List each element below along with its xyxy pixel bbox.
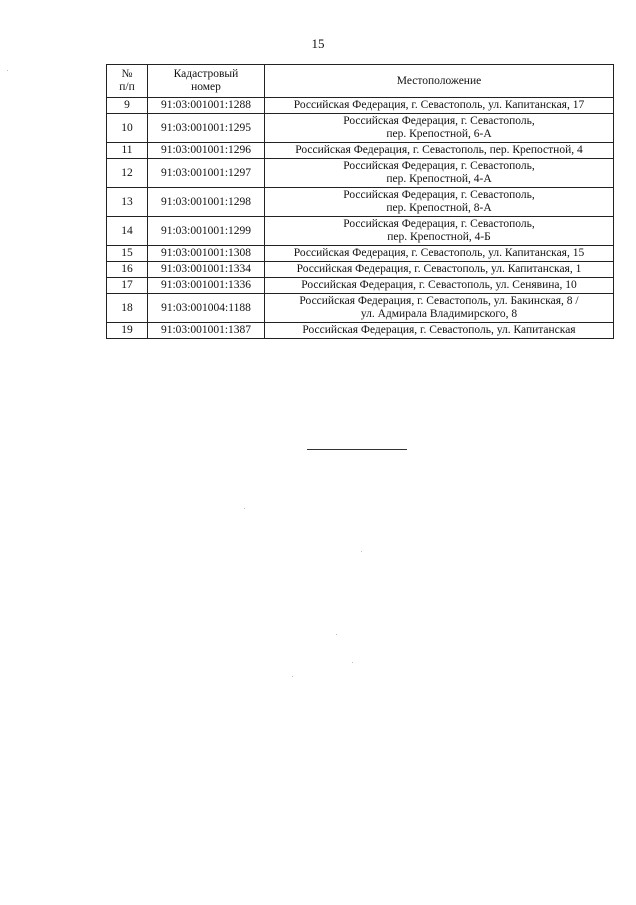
row-number-cell: 14 — [107, 217, 148, 246]
row-number-cell: 18 — [107, 294, 148, 323]
row-number-cell: 19 — [107, 323, 148, 339]
cadastral-number-cell: 91:03:001001:1298 — [148, 188, 265, 217]
cadastral-number-cell: 91:03:001001:1334 — [148, 262, 265, 278]
table-row — [107, 98, 614, 114]
page-number: 15 — [311, 36, 325, 51]
location-cell: Российская Федерация, г. Севастополь, пер. Крепостной, 8-А — [265, 188, 614, 217]
table-row — [107, 278, 614, 294]
end-of-document-rule — [307, 449, 407, 450]
location-cell: Российская Федерация, г. Севастополь, ул. Бакинская, 8 / ул. Адмирала Владимирского, 8 — [265, 294, 614, 323]
table-header-row — [107, 65, 614, 98]
header-location: Местоположение — [265, 65, 614, 98]
location-cell: Российская Федерация, г. Севастополь, ул. Капитанская, 17 — [265, 98, 614, 114]
table-row — [107, 323, 614, 339]
row-number-cell: 16 — [107, 262, 148, 278]
scan-speck — [244, 508, 245, 509]
row-number-cell: 15 — [107, 246, 148, 262]
scan-speck — [7, 70, 8, 71]
table-body — [107, 98, 614, 339]
cadastral-table — [106, 64, 614, 339]
table-row — [107, 262, 614, 278]
row-number-cell: 12 — [107, 159, 148, 188]
cadastral-number-cell: 91:03:001001:1336 — [148, 278, 265, 294]
cadastral-number-cell: 91:03:001001:1288 — [148, 98, 265, 114]
location-cell: Российская Федерация, г. Севастополь, ул. Капитанская, 1 — [265, 262, 614, 278]
header-num: № п/п — [107, 65, 148, 98]
row-number-cell: 13 — [107, 188, 148, 217]
location-cell: Российская Федерация, г. Севастополь, ул. Сенявина, 10 — [265, 278, 614, 294]
cadastral-number-cell: 91:03:001001:1299 — [148, 217, 265, 246]
row-number-cell: 10 — [107, 114, 148, 143]
cadastral-number-cell: 91:03:001001:1308 — [148, 246, 265, 262]
cadastral-number-cell: 91:03:001004:1188 — [148, 294, 265, 323]
location-cell: Российская Федерация, г. Севастополь, пер. Крепостной, 6-А — [265, 114, 614, 143]
table-row — [107, 143, 614, 159]
location-cell: Российская Федерация, г. Севастополь, ул. Капитанская — [265, 323, 614, 339]
table-row — [107, 294, 614, 323]
location-cell: Российская Федерация, г. Севастополь, ул. Капитанская, 15 — [265, 246, 614, 262]
row-number-cell: 17 — [107, 278, 148, 294]
location-cell: Российская Федерация, г. Севастополь, пер. Крепостной, 4 — [265, 143, 614, 159]
header-cadastral: Кадастровый номер — [148, 65, 265, 98]
cadastral-number-cell: 91:03:001001:1297 — [148, 159, 265, 188]
row-number-cell: 11 — [107, 143, 148, 159]
cadastral-number-cell: 91:03:001001:1296 — [148, 143, 265, 159]
scan-speck — [292, 676, 293, 677]
row-number-cell: 9 — [107, 98, 148, 114]
table-row — [107, 188, 614, 217]
scan-speck — [352, 662, 353, 663]
scan-speck — [361, 551, 362, 552]
cadastral-number-cell: 91:03:001001:1387 — [148, 323, 265, 339]
table-row — [107, 114, 614, 143]
location-cell: Российская Федерация, г. Севастополь, пер. Крепостной, 4-Б — [265, 217, 614, 246]
table-row — [107, 159, 614, 188]
location-cell: Российская Федерация, г. Севастополь, пер. Крепостной, 4-А — [265, 159, 614, 188]
table-row — [107, 246, 614, 262]
table-row — [107, 217, 614, 246]
cadastral-number-cell: 91:03:001001:1295 — [148, 114, 265, 143]
scan-speck — [336, 634, 337, 635]
